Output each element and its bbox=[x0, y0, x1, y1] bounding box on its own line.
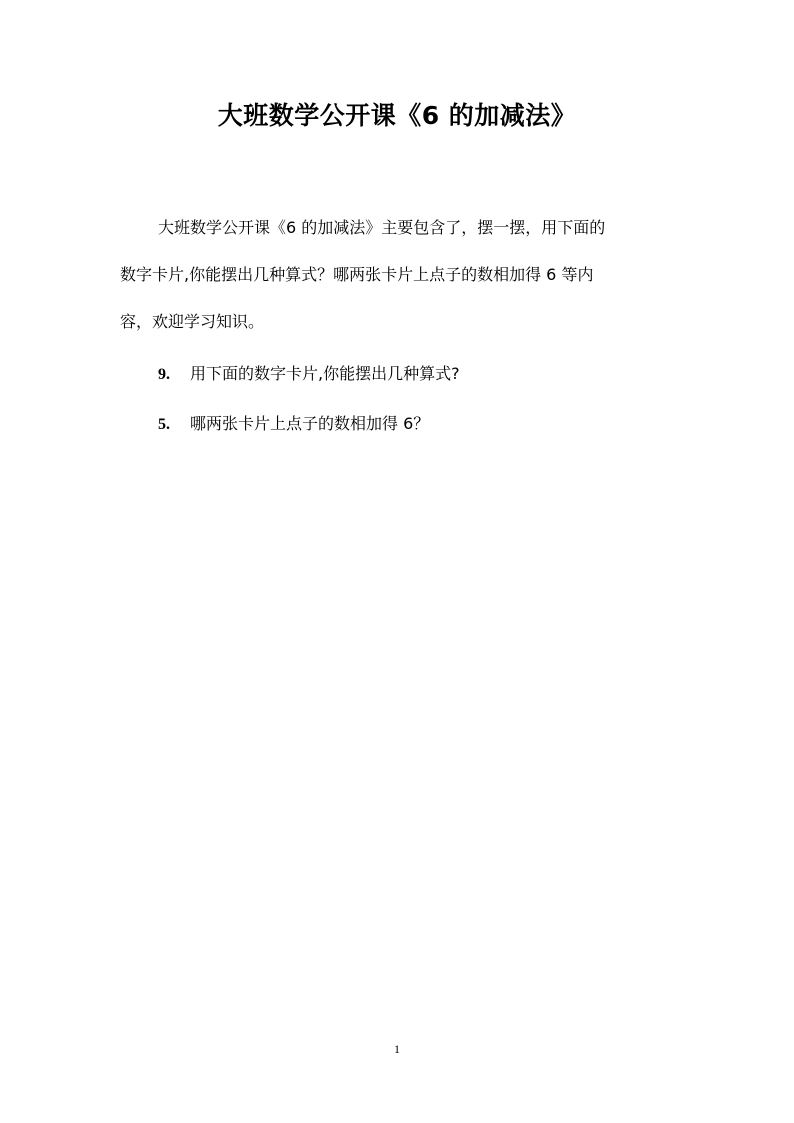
intro-paragraph bbox=[120, 204, 680, 345]
document-title: 大班数学公开课《6 的加减法》 bbox=[217, 101, 577, 130]
list-item bbox=[158, 411, 429, 434]
list-item bbox=[158, 361, 460, 384]
page-number: 1 bbox=[394, 1042, 400, 1056]
intro-line-2: 数字卡片,你能摆出几种算式？哪两张卡片上点子的数相加得 6 等内 bbox=[120, 265, 594, 284]
list-item-text: 用下面的数字卡片,你能摆出几种算式? bbox=[190, 364, 460, 383]
list-item-text: 哪两张卡片上点子的数相加得 6？ bbox=[190, 414, 430, 433]
list-item-number: 5. bbox=[158, 416, 170, 433]
intro-line-3: 容，欢迎学习知识。 bbox=[120, 312, 265, 331]
list-item-number: 9. bbox=[158, 366, 170, 383]
intro-line-1: 大班数学公开课《6 的加减法》主要包含了，摆一摆，用下面的 bbox=[158, 218, 606, 237]
